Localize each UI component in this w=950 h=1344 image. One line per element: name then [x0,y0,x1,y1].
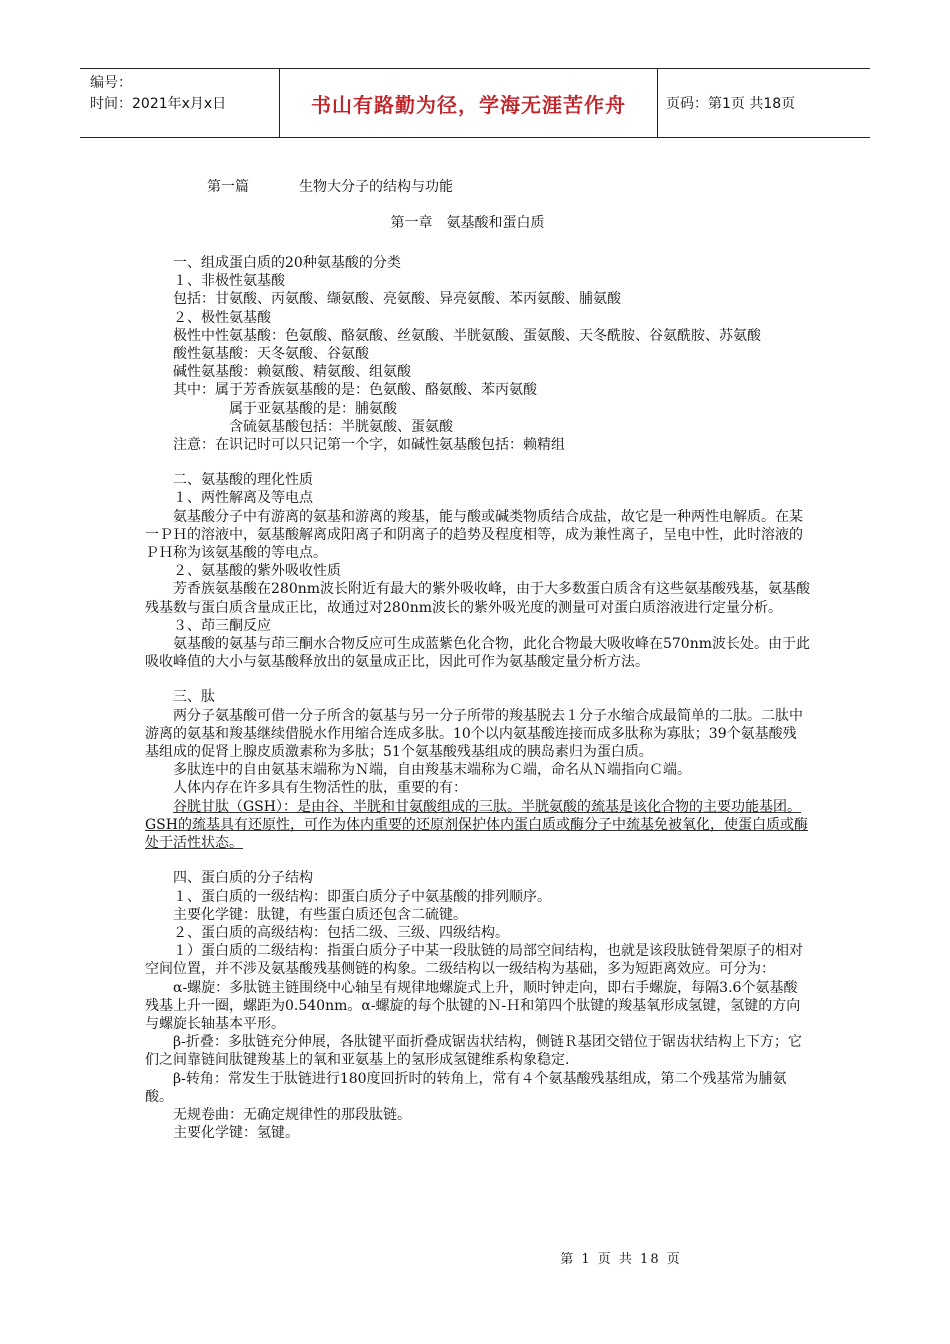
paragraph: 氨基酸分子中有游离的氨基和游离的羧基，能与酸或碱类物质结合成盐，故它是一种两性电解质。在某一ＰＨ的溶液中，氨基酸解离成阳离子和阴离子的趋势及程度相等，成为兼性离子，呈电中性，此时溶液的ＰＨ称为该氨基酸的等电点。 [145,508,803,562]
header-slogan-cell [280,69,658,137]
header-slogan: 书山有路勤为径，学海无涯苦作舟 [311,92,626,117]
section-heading: 三、肽 [173,689,215,706]
paragraph: 含硫氨基酸包括：半胱氨酸、蛋氨酸 [229,418,453,435]
paragraph: α-螺旋：多肽链主链围绕中心轴呈有规律地螺旋式上升，顺时钟走向，即右手螺旋，每隔3.6个氨基酸残基上升一圈，螺距为0.540nm。α-螺旋的每个肽键的Ｎ-Ｈ和第四个肽键的羧基氧形成氢键，氢键的方向与螺旋长轴基本平形。 [145,979,801,1032]
paragraph: １）蛋白质的二级结构：指蛋白质分子中某一段肽链的局部空间结构，也就是该段肽链骨架原子的相对空间位置，并不涉及氨基酸残基侧链的构象。二级结构以一级结构为基础，多为短距离效应。可分为： [145,943,803,978]
paragraph: １、蛋白质的一级结构：即蛋白质分子中氨基酸的排列顺序。 [173,888,551,905]
paragraph: 酸性氨基酸：天冬氨酸、谷氨酸 [173,346,369,363]
paragraph: 注意：在识记时可以只记第一个字，如碱性氨基酸包括：赖精组 [173,437,565,454]
page-header [80,68,870,138]
paragraph: ２、蛋白质的高级结构：包括二级、三级、四级结构。 [173,924,509,941]
paragraph: 两分子氨基酸可借一分子所含的氨基与另一分子所带的羧基脱去１分子水缩合成最简单的二肽。二肽中游离的氨基和羧基继续借脱水作用缩合连成多肽。10个以内氨基酸连接而成多肽称为寡肽；39个氨基酸残基组成的促肾上腺皮质激素称为多肽；51个氨基酸残基组成的胰岛素归为蛋白质。 [145,707,803,761]
section-heading: 四、蛋白质的分子结构 [173,870,313,887]
paragraph: 多肽连中的自由氨基末端称为Ｎ端，自由羧基末端称为Ｃ端，命名从Ｎ端指向Ｃ端。 [173,762,691,779]
paragraph: 碱性氨基酸：赖氨酸、精氨酸、组氨酸 [173,364,411,381]
chapter-title: 第一章 氨基酸和蛋白质 [390,215,545,231]
part-title [145,176,810,198]
subheading: １、非极性氨基酸 [173,273,285,290]
subheading: ３、茚三酮反应 [173,617,271,634]
paragraph: 主要化学键：肽键，有些蛋白质还包含二硫键。 [173,906,467,923]
paragraph: 属于亚氨基酸的是：脯氨酸 [229,400,397,417]
paragraph: 无规卷曲：无确定规律性的那段肽链。 [173,1106,411,1123]
paragraph: 芳香族氨基酸在280nm波长附近有最大的紫外吸收峰，由于大多数蛋白质含有这些氨基酸残基，氨基酸残基数与蛋白质含量成正比，故通过对280nm波长的紫外吸光度的测量可对蛋白质溶液进行定量分析。 [145,581,811,616]
part-number: 第一篇 [207,179,249,195]
document-date: 时间：2021年x月x日 [90,96,227,112]
footer-page-number: 第 1 页 共 18 页 [560,1252,682,1267]
paragraph: 谷胱甘肽（GSH）：是由谷、半胱和甘氨酸组成的三肽。半胱氨酸的巯基是该化合物的主要功能基团。GSH的巯基具有还原性，可作为体内重要的还原剂保护体内蛋白质或酶分子中巯基免被氧化，使蛋白质或酶处于活性状态。 [145,798,808,852]
page-footer [0,1248,950,1267]
subheading: ２、氨基酸的紫外吸收性质 [173,563,341,580]
paragraph: 包括：甘氨酸、丙氨酸、缬氨酸、亮氨酸、异亮氨酸、苯丙氨酸、脯氨酸 [173,291,621,308]
subheading: １、两性解离及等电点 [173,490,313,507]
paragraph: 氨基酸的氨基与茚三酮水合物反应可生成蓝紫色化合物，此化合物最大吸收峰在570nm波长处。由于此吸收峰值的大小与氨基酸释放出的氨量成正比，因此可作为氨基酸定量分析方法。 [145,636,811,671]
subheading: ２、极性氨基酸 [173,309,271,326]
part-name: 生物大分子的结构与功能 [299,179,453,195]
paragraph: β-转角：常发生于肽链进行180度回折时的转角上，常有４个氨基酸残基组成，第二个残基常为脯氨酸。 [145,1070,787,1105]
paragraph: 人体内存在许多具有生物活性的肽，重要的有： [173,780,467,797]
paragraph: 主要化学键：氢键。 [173,1125,299,1142]
paragraph: 其中：属于芳香族氨基酸的是：色氨酸、酪氨酸、苯丙氨酸 [173,382,537,399]
paragraph: β-折叠：多肽链充分伸展，各肽键平面折叠成锯齿状结构，侧链Ｒ基团交错位于锯齿状结构上下方；它们之间靠链间肽键羧基上的氧和亚氨基上的氢形成氢键维系构象稳定. [145,1034,802,1069]
section-heading: 二、氨基酸的理化性质 [173,472,313,489]
paragraph: 极性中性氨基酸：色氨酸、酪氨酸、丝氨酸、半胱氨酸、蛋氨酸、天冬酰胺、谷氨酰胺、苏氨酸 [173,327,761,344]
header-page-info: 页码：第1页 共18页 [666,96,796,112]
document-number: 编号： [90,75,132,91]
header-meta [80,69,280,137]
document-body [145,176,810,1142]
section-heading: 一、组成蛋白质的20种氨基酸的分类 [173,255,401,271]
